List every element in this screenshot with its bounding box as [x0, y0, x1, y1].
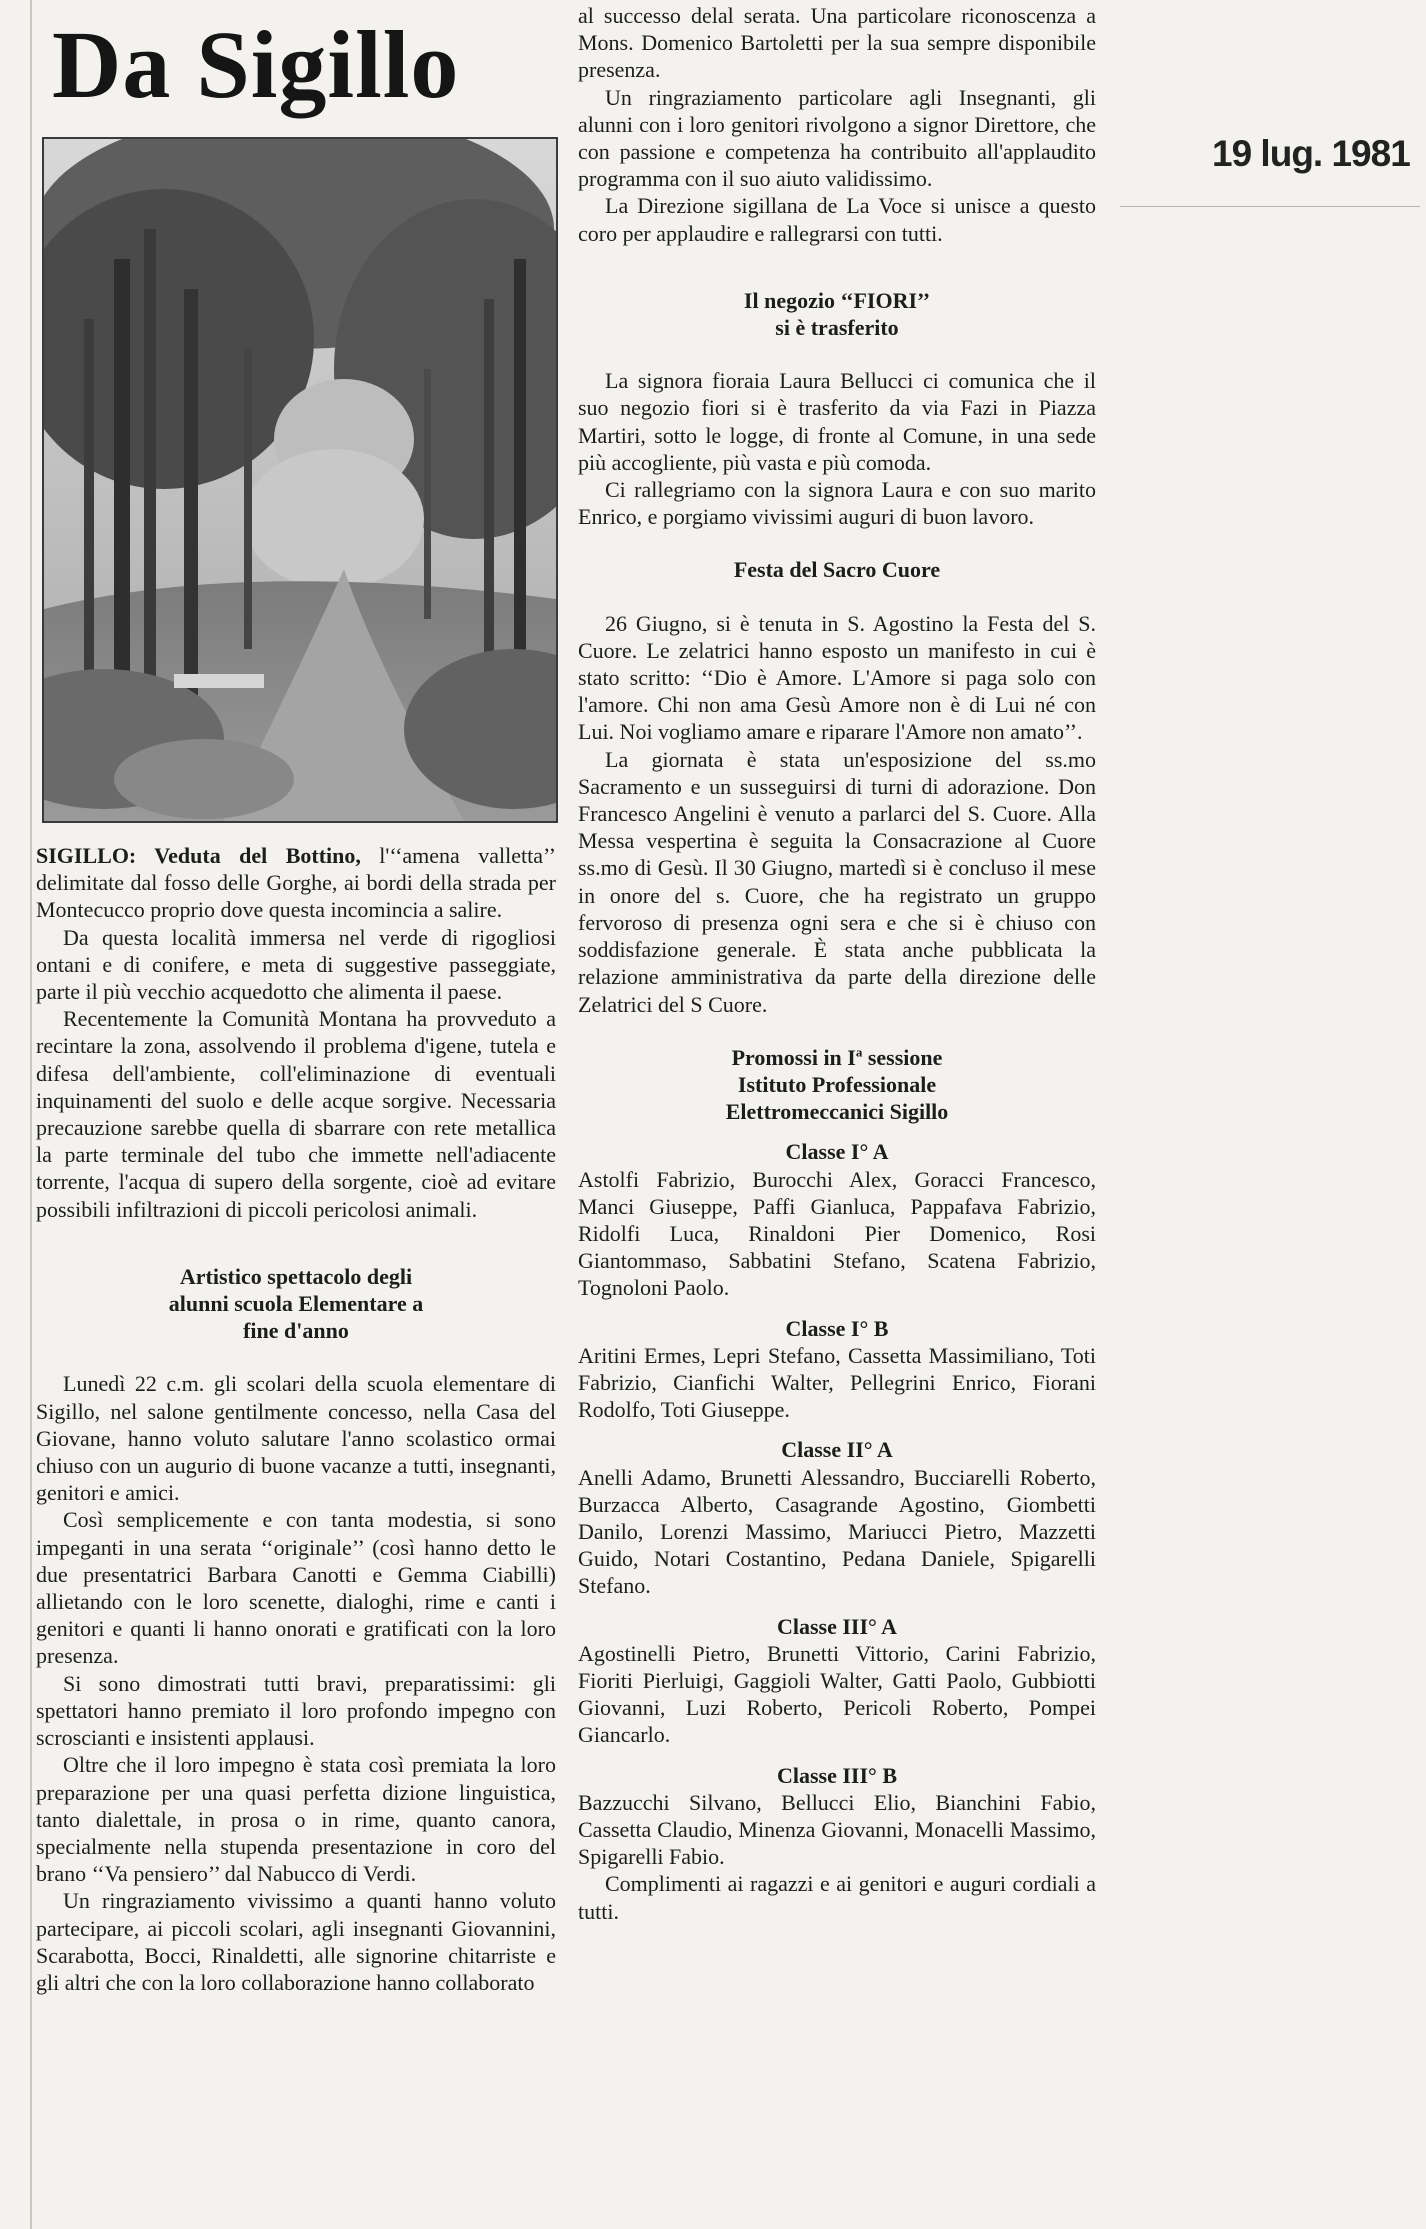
paragraph: Un ringraziamento vivissimo a quanti hanno voluto partecipare, ai piccoli scolari, agli insegnanti Giovannini, Scarabotta, Bocci, Rinaldetti, alle signorine chitarriste e gli altri che con la loro collaborazione hanno collaborato: [36, 1888, 556, 1995]
names-list: Anelli Adamo, Brunetti Alessandro, Bucciarelli Roberto, Burzacca Alberto, Casagrande Agostino, Giombetti Danilo, Lorenzi Massimo, Mariucci Pietro, Mazzetti Guido, Notari Costantino, Pedana Daniele, Spigarelli Stefano.: [578, 1464, 1096, 1599]
paragraph: Un ringraziamento particolare agli Insegnanti, gli alunni con i loro genitori rivolgono a signor Direttore, che con passione e competenza ha contribuito all'applaudito programma con il suo aiuto validissimo.: [578, 84, 1096, 192]
class-heading: Classe I° B: [785, 1315, 889, 1341]
caption-text: l'‘‘amena valletta’’ delimitate dal fosso delle Gorghe, ai bordi della strada per Montecucco proprio dove questa incomincia a salire.: [36, 843, 557, 923]
class-heading: Classe II° A: [781, 1437, 893, 1463]
paragraph: Lunedì 22 c.m. gli scolari della scuola elementare di Sigillo, nel salone gentilmente concesso, nella Casa del Giovane, hanno voluto salutare l'anno scolastico ormai chiuso con un augurio di buone vacanze a tutti, insegnanti, genitori e amici.: [36, 1371, 556, 1506]
paragraph: Recentemente la Comunità Montana ha provveduto a recintare la zona, assolvendo il problema d'igene, tutela e difesa dell'ambiente, coll'eliminazione di eventuali inquinamenti del suolo e delle acque sorgive. Necessaria precauzione sarebbe quella di sbarrare con rete metallica la parte terminale del tubo che immette nell'adiacente torrente, l'acqua di supero della sorgente, cioè ad evitare possibili infiltrazioni di piccoli pericolosi animali.: [36, 1006, 556, 1222]
headline: Da Sigillo: [52, 11, 460, 118]
section-heading: alunni scuola Elementare a: [168, 1291, 424, 1317]
section-heading: Promossi in $I^a$ sessione: [731, 1044, 943, 1070]
class-heading: Classe III° B: [776, 1762, 898, 1788]
section-heading: Istituto Professionale: [737, 1071, 937, 1097]
names-list: Astolfi Fabrizio, Burocchi Alex, Goracci Francesco, Manci Giuseppe, Paffi Gianluca, Pappafava Fabrizio, Ridolfi Luca, Rinaldoni Pier Domenico, Rosi Giantommaso, Sabbatini Stefano, Scatena Fabrizio, Tognoloni Paolo.: [578, 1166, 1096, 1301]
names-list: Bazzucchi Silvano, Bellucci Elio, Bianchini Fabio, Cassetta Claudio, Minenza Giovanni, Monacelli Massimo, Spigarelli Fabio.: [578, 1789, 1096, 1870]
names-list: Aritini Ermes, Lepri Stefano, Cassetta Massimiliano, Toti Fabrizio, Cianfichi Walter, Pellegrini Enrico, Fiorani Rodolfo, Toti Giuseppe.: [578, 1342, 1096, 1423]
stamp-underline: [1120, 206, 1420, 207]
margin-rule: [30, 0, 32, 2229]
paragraph: Così semplicemente e con tanta modestia, si sono impeganti in una serata ‘‘originale’’ (così hanno detto le due presentatrici Barbara Canotti e Gemma Ciabilli) allietando con le loro scenette, dialoghi, rime e canti i genitori e quanti li hanno onorati e gratificati con la loro presenza.: [36, 1507, 556, 1669]
paragraph: La signora fioraia Laura Bellucci ci comunica che il suo negozio fiori si è trasferito da via Fazi in Piazza Martiri, sotto le logge, di fronte al Comune, in una sede più accogliente, più vasta e più comoda.: [578, 368, 1096, 475]
paragraph: Si sono dimostrati tutti bravi, preparatissimi: gli spettatori hanno premiato il loro profondo impegno con scroscianti e insistenti applausi.: [36, 1670, 556, 1751]
photo-caption: [36, 842, 556, 924]
left-column: [36, 842, 556, 1996]
paragraph: Da questa località immersa nel verde di rigogliosi ontani e di conifere, e meta di suggestive passeggiate, parte il più vecchio acquedotto che alimenta il paese.: [36, 924, 556, 1005]
paragraph: Complimenti ai ragazzi e ai genitori e auguri cordiali a tutti.: [578, 1871, 1096, 1924]
date-stamp: 19 lug. 1981: [1212, 133, 1410, 174]
paragraph: La Direzione sigillana de La Voce si unisce a questo coro per applaudire e rallegrarsi con tutti.: [578, 193, 1096, 246]
paragraph: al successo delal serata. Una particolare riconoscenza a Mons. Domenico Bartoletti per la sua sempre disponibile presenza.: [578, 3, 1096, 83]
class-heading: Classe I° A: [785, 1139, 889, 1165]
section-heading: si è trasferito: [775, 315, 899, 341]
right-column: [578, 2, 1096, 1925]
names-list: Agostinelli Pietro, Brunetti Vittorio, Carini Fabrizio, Fioriti Pierluigi, Gaggioli Walter, Gatti Paolo, Gubbiotti Giovanni, Luzi Roberto, Pericoli Roberto, Pompei Giancarlo.: [578, 1640, 1096, 1748]
section-heading: fine d'anno: [243, 1318, 349, 1344]
forest-photo-icon: [44, 139, 556, 821]
forest-photo: [42, 137, 558, 823]
caption-lead: SIGILLO: Veduta del Bottino,: [36, 843, 361, 868]
section-heading: Il negozio ‘‘FIORI’’: [743, 287, 931, 313]
section-heading: Artistico spettacolo degli: [179, 1263, 413, 1289]
paragraph: La giornata è stata un'esposizione del ss.mo Sacramento e un susseguirsi di turni di adorazione. Don Francesco Angelini è venuto a parlarci del S. Cuore. Alla Messa vespertina è seguita la Consacrazione al Cuore ss.mo di Gesù. Il 30 Giugno, martedì si è concluso il mese in onore del s. Cuore, che ha registrato un gruppo fervoroso di presenza ogni sera e che si è chiuso con soddisfazione generale. È stata anche pubblicata la relazione amministrativa da parte della direzione delle Zelatrici del S Cuore.: [578, 746, 1096, 1017]
section-heading: Festa del Sacro Cuore: [733, 557, 941, 583]
paragraph: Ci rallegriamo con la signora Laura e con suo marito Enrico, e porgiamo vivissimi auguri di buon lavoro.: [578, 477, 1096, 530]
paragraph: 26 Giugno, si è tenuta in S. Agostino la Festa del S. Cuore. Le zelatrici hanno esposto un manifesto in cui è stato scritto: ‘‘Dio è Amore. L'Amore si paga solo con l'amore. Chi non ama Gesù Amore non è di Lui né con Lui. Noi vogliamo amare e riparare l'Amore non amato’’.: [578, 610, 1096, 745]
class-heading: Classe III° A: [776, 1613, 898, 1639]
paragraph: Oltre che il loro impegno è stata così premiata la loro preparazione per una quasi perfetta dizione linguistica, tanto dialettale, in prosa o in rime, quanto canora, specialmente nella stupenda presentazione in coro del brano ‘‘Va pensiero’’ dal Nabucco di Verdi.: [36, 1752, 556, 1887]
section-heading: Elettromeccanici Sigillo: [725, 1099, 949, 1125]
